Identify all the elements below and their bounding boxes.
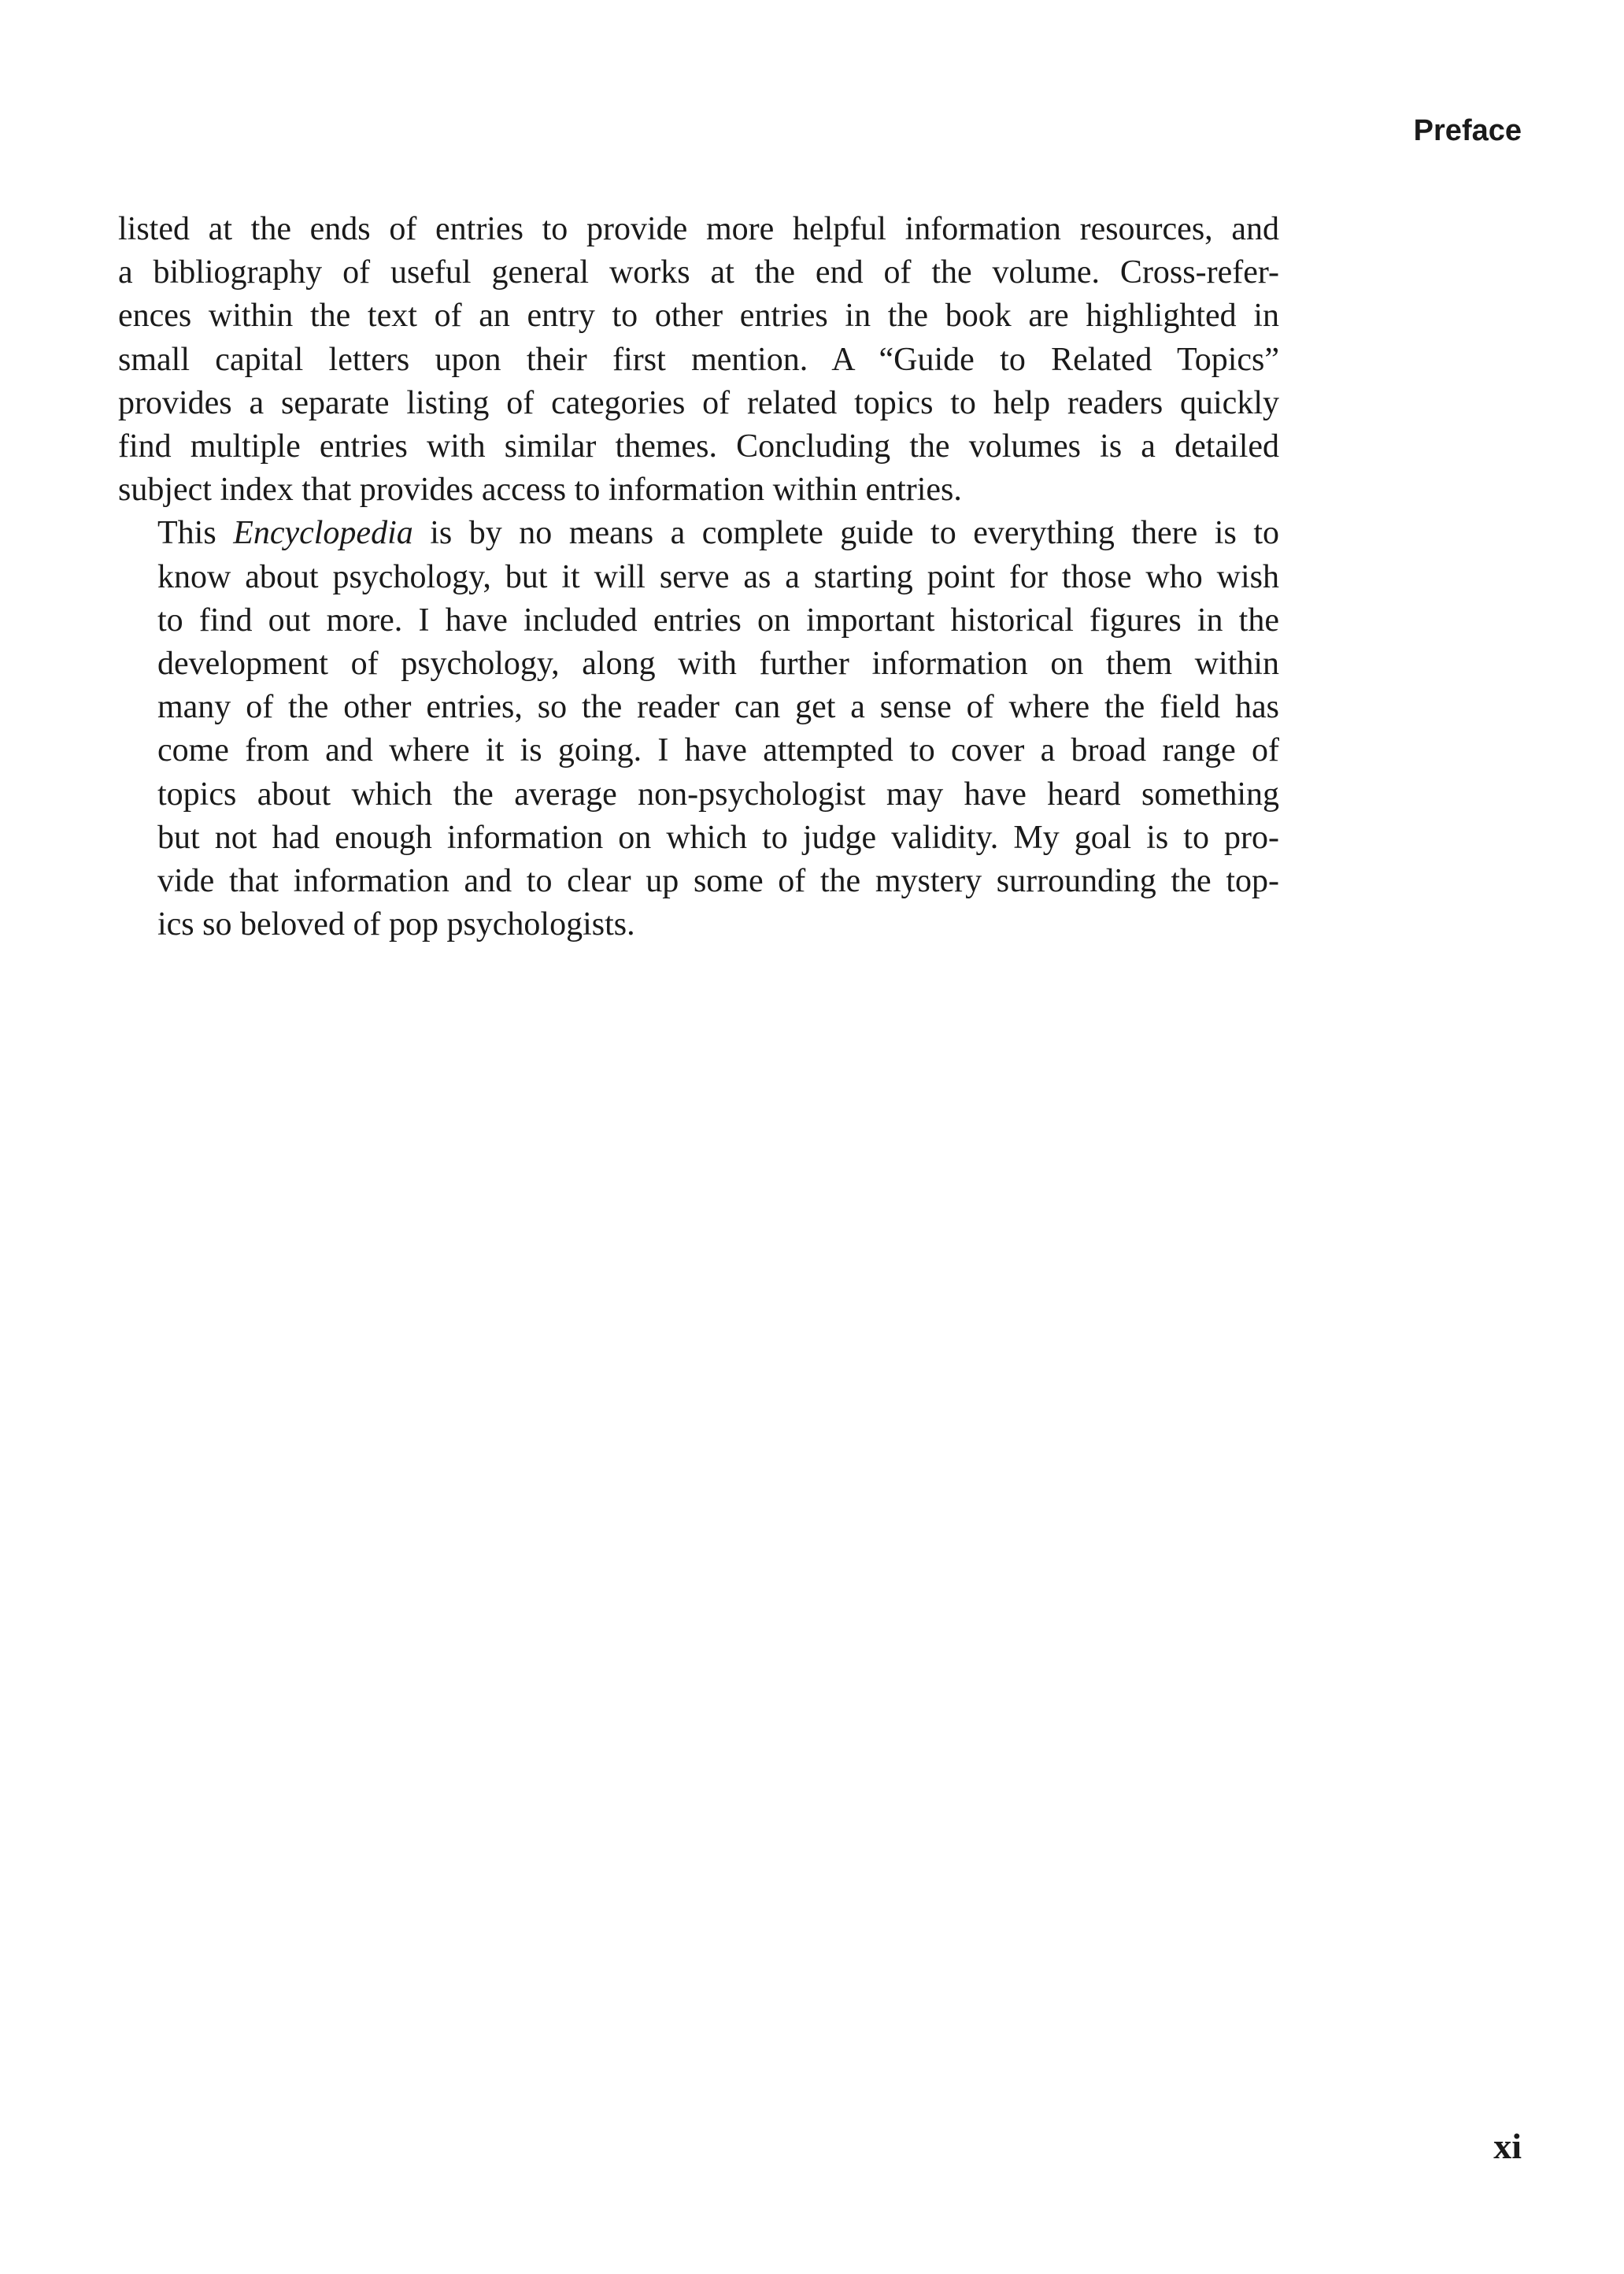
text-line: topics about which the average non-psychologist may have heard something: [157, 776, 1279, 813]
text-line: vide that information and to clear up some of the mystery surrounding the top-: [157, 863, 1279, 900]
text-line: know about psychology, but it will serve as a starting point for those who wish: [157, 558, 1279, 595]
italic-title: Encyclopedia: [233, 515, 413, 552]
text-line: subject index that provides access to information within entries.: [118, 472, 962, 509]
text-line: listed at the ends of entries to provide more helpful information resources, and: [118, 211, 1279, 247]
text-line: come from and where it is going. I have attempted to cover a broad range of: [157, 732, 1279, 769]
running-head: Preface: [1413, 114, 1522, 147]
text-line: find multiple entries with similar themes. Concluding the volumes is a detailed: [118, 428, 1279, 465]
text-line: small capital letters upon their first mention. A “Guide to Related Topics”: [118, 341, 1279, 378]
text-line: development of psychology, along with further information on them within: [157, 646, 1279, 683]
text-line: a bibliography of useful general works at the end of the volume. Cross-refer-: [118, 254, 1279, 291]
text-run: is by no means a complete guide to everything there is to: [412, 515, 1280, 552]
text-line: ics so beloved of pop psychologists.: [157, 906, 635, 943]
text-line: provides a separate listing of categories of related topics to help readers quickly: [118, 384, 1279, 421]
body-text: [118, 208, 1279, 946]
text-line: ences within the text of an entry to other entries in the book are highlighted in: [118, 298, 1279, 335]
paragraph-1: [118, 208, 1279, 512]
text-line-first: [118, 512, 1279, 555]
paragraph-2: [118, 512, 1279, 946]
text-line: many of the other entries, so the reader can get a sense of where the field has: [157, 689, 1279, 726]
text-line: to find out more. I have included entries on important historical figures in the: [157, 602, 1279, 639]
text-line: but not had enough information on which to judge validity. My goal is to pro-: [157, 819, 1279, 856]
text-run: This: [157, 515, 234, 552]
page-number: xi: [1493, 2126, 1522, 2166]
